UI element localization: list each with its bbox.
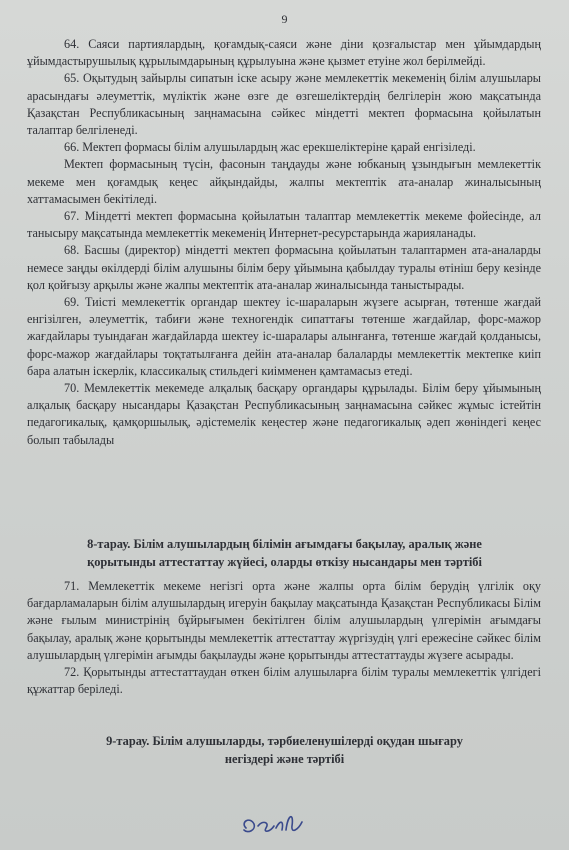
paragraph-70: 70. Мемлекеттік мекемеде алқалық басқару органдары құрылады. Білім беру ұйымының алқалық басқару нысандары Қазақстан Республикасының заңнамасына сәйкес жұмыс істейтін педагогикалық, қамқоршылық, әдістемелік кеңестер және педагогикалық әдеп жөніндегі кеңес болып табылады	[27, 381, 541, 447]
chapter-8-heading-line: 8-тарау. Білім алушылардың білімін ағымдағы бақылау, аралық және	[87, 537, 482, 551]
chapter-9-heading-line: негіздері және тәртібі	[224, 751, 345, 766]
chapter-9-heading-line: 9-тарау. Білім алушыларды, тәрбиеленушілерді оқудан шығару	[106, 734, 463, 748]
paragraph-71: 71. Мемлекеттік мекеме негізгі орта және жалпы орта білім берудің үлгілік оқу бағдарламаларын білім алушылардың игеруін бақылау мақсатында Қазақстан Республикасы Білім және ғылым министрінің бұйрығымен бекітілген білім алушылардың үлгерімін ағымдағы бақылау, аралық және қорытынды мемлекеттік аттестаттау жүргізудің үлгі ережесіне сәйкес білім алушылардың үлгерімін ағымды бақылауды және қорытынды аттестаттауды жүзеге асырады.	[27, 579, 541, 662]
chapter-9-heading	[20, 733, 549, 768]
paragraph-66-continued: Мектеп формасының түсін, фасонын таңдауды және юбканың ұзындығын мемлекеттік мекеме мен қоғамдық кеңес айқындайды, жалпы мектептік ата-аналар жиналысының хаттамасымен бекітіледі.	[27, 157, 541, 206]
paragraph-69: 69. Тиісті мемлекеттік органдар шектеу іс-шараларын жүзеге асырған, төтенше жағдай енгізілген, әлеуметтік, табиғи және техногендік сипаттағы төтенше жағдайлар, форс-мажор жағдайлары туындаған жағдайларда шектеу іс-шаралары алынғанға, төтенше жағдай қолданысы, форс-мажор жағдайлары тоқтатылғанға дейін ата-аналар балаларды мемлекеттік мектепке киіп бара алатын іскерлік, классикалық стильдегі киімменен қамтамасыз етеді.	[27, 295, 541, 378]
paragraph-67: 67. Міндетті мектеп формасына қойылатын талаптар мемлекеттік мекеме фойесінде, ал танысыру мақсатында мемлекеттік мекеменің Интернет-ресурстарында жарияланады.	[27, 209, 541, 241]
paragraph-72: 72. Қорытынды аттестаттаудан өткен білім алушыларға білім туралы мемлекеттік үлгідегі құжаттар беріледі.	[27, 665, 541, 697]
body-text-lower	[27, 578, 541, 698]
paragraph-68: 68. Басшы (директор) міндетті мектеп формасына қойылатын талаптармен ата-аналарды немесе заңды өкілдерді білім алушыны білім беру ұйымына қабылдау туралы өтініш беру кезінде қол қойғызу арқылы және жалпы мектептік ата-аналар жиналысында таныстырады.	[27, 243, 541, 292]
chapter-8-heading	[20, 536, 549, 571]
chapter-8-heading-line: қорытынды аттестаттау жүйесі, оларды өткізу нысандары мен тәртібі	[87, 554, 482, 569]
page-number: 9	[281, 12, 288, 26]
handwritten-signature	[236, 808, 316, 842]
paragraph-64: 64. Саяси партиялардың, қоғамдық-саяси және діни қозғалыстар мен ұйымдардың ұйымдастырушылық құрылымдарының құрылуына және қызмет етуіне жол берілмейді.	[27, 37, 541, 69]
body-text-upper	[27, 36, 541, 449]
paragraph-65: 65. Оқытудың зайырлы сипатын іске асыру және мемлекеттік мекеменің білім алушылары арасындағы әлеуметтік, мүліктік және өзге де өзгешеліктердің белгілерін жою мақсатында Қазақстан Республикасының заңнамасына сәйкес міндетті мектеп формасына қойылатын талаптар белгіленеді.	[27, 71, 541, 138]
paragraph-66: 66. Мектеп формасы білім алушылардың жас ерекшеліктеріне қарай енгізіледі.	[64, 140, 476, 155]
